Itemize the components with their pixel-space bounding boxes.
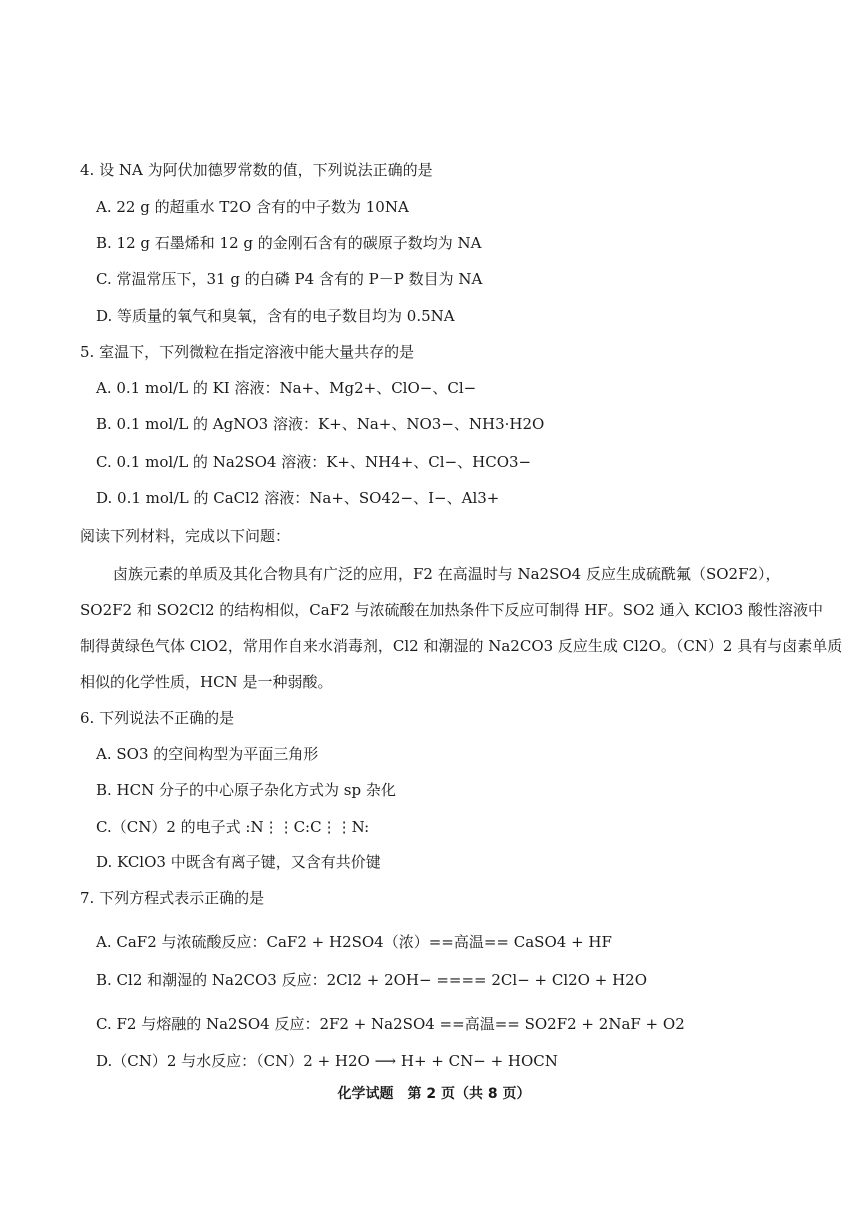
question-7-option-d: D.（CN）2 与水反应：（CN）2 + H2O ⟶ H+ + CN− + HOCN <box>96 1052 558 1070</box>
question-5-option-c: C. 0.1 mol/L 的 Na2SO4 溶液：K+、NH4+、Cl−、HCO3− <box>96 453 532 471</box>
question-4-option-b: B. 12 g 石墨烯和 12 g 的金刚石含有的碳原子数均为 NA <box>96 234 482 252</box>
question-6-option-c: C.（CN）2 的电子式 :N⋮⋮C:C⋮⋮N: <box>96 818 370 836</box>
material-line-2: SO2F2 和 SO2Cl2 的结构相似，CaF2 与浓硫酸在加热条件下反应可制得 HF。SO2 通入 KClO3 酸性溶液中 <box>80 601 824 619</box>
question-6-stem: 6. 下列说法不正确的是 <box>80 709 235 727</box>
question-5-stem: 5. 室温下，下列微粒在指定溶液中能大量共存的是 <box>80 343 415 361</box>
question-5-option-a: A. 0.1 mol/L 的 KI 溶液：Na+、Mg2+、ClO−、Cl− <box>96 379 477 397</box>
question-7-option-b: B. Cl2 和潮湿的 Na2CO3 反应：2Cl2 + 2OH− ==== 2Cl− + Cl2O + H2O <box>96 971 648 989</box>
question-4-stem: 4. 设 NA 为阿伏加德罗常数的值，下列说法正确的是 <box>80 161 433 179</box>
question-7-option-c: C. F2 与熔融的 Na2SO4 反应：2F2 + Na2SO4 ==高温== SO2F2 + 2NaF + O2 <box>96 1015 685 1033</box>
material-intro: 阅读下列材料，完成以下问题： <box>80 527 291 545</box>
question-6-option-a: A. SO3 的空间构型为平面三角形 <box>96 745 319 763</box>
question-6-option-b: B. HCN 分子的中心原子杂化方式为 sp 杂化 <box>96 781 396 799</box>
material-line-3: 制得黄绿色气体 ClO2，常用作自来水消毒剂，Cl2 和潮湿的 Na2CO3 反应生成 Cl2O。（CN）2 具有与卤素单质 <box>80 637 843 655</box>
question-5-option-b: B. 0.1 mol/L 的 AgNO3 溶液：K+、Na+、NO3−、NH3·H2O <box>96 415 545 433</box>
material-line-1: 卤族元素的单质及其化合物具有广泛的应用，F2 在高温时与 Na2SO4 反应生成硫酰氟（SO2F2）， <box>113 565 781 583</box>
question-4-option-d: D. 等质量的氧气和臭氧，含有的电子数目均为 0.5NA <box>96 307 455 325</box>
question-7-stem: 7. 下列方程式表示正确的是 <box>80 889 265 907</box>
question-4-option-a: A. 22 g 的超重水 T2O 含有的中子数为 10NA <box>96 198 409 216</box>
question-6-option-d: D. KClO3 中既含有离子键，又含有共价键 <box>96 853 381 871</box>
material-line-4: 相似的化学性质，HCN 是一种弱酸。 <box>80 673 333 691</box>
question-4-option-c: C. 常温常压下，31 g 的白磷 P4 含有的 P－P 数目为 NA <box>96 270 483 288</box>
question-7-option-a: A. CaF2 与浓硫酸反应：CaF2 + H2SO4（浓）==高温== CaSO4 + HF <box>96 933 612 951</box>
page-footer: 化学试题 第 2 页（共 8 页） <box>337 1086 531 1102</box>
question-5-option-d: D. 0.1 mol/L 的 CaCl2 溶液：Na+、SO42−、I−、Al3+ <box>96 489 500 507</box>
